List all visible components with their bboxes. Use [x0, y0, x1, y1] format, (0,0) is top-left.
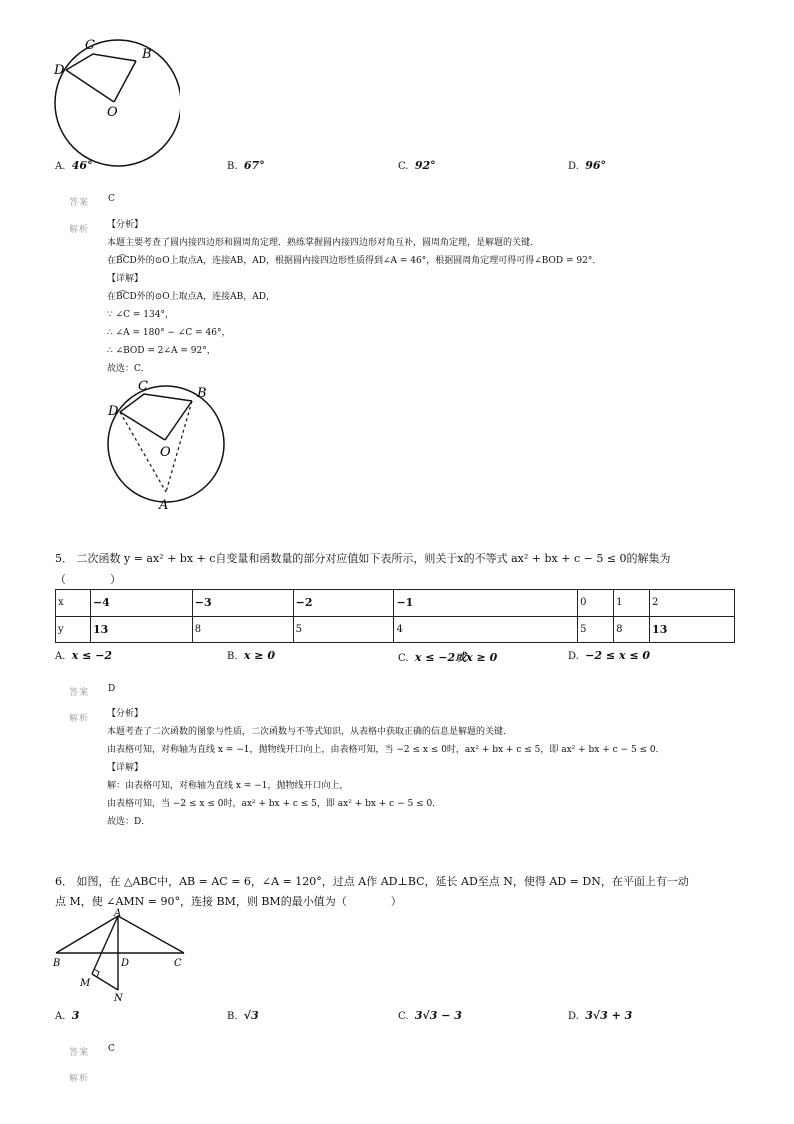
table-cell: 13 — [650, 616, 735, 643]
analysis-line: 在B͡CD外的⊙O上取点A，连接AB，AD，根据圆内接四边形性质得到∠A = 46°，根据圆周角定理可得可得∠BOD = 92°． — [107, 256, 602, 266]
label-c: C — [174, 958, 182, 969]
option-a[interactable] — [55, 1009, 79, 1022]
table-cell: 8 — [614, 616, 650, 643]
option-value: 92° — [414, 159, 436, 172]
analysis-line: 本题考查了二次函数的图象与性质，二次函数与不等式知识，从表格中获取正确的信息是解题的关键． — [107, 727, 513, 737]
analysis-label: 解析 — [69, 1074, 90, 1084]
analysis-line: 【分析】 — [107, 709, 144, 719]
segment-od — [120, 412, 165, 440]
option-letter: A. — [55, 651, 66, 662]
option-letter: A. — [55, 1011, 66, 1022]
option-d[interactable] — [568, 649, 650, 662]
value-table — [55, 589, 735, 643]
analysis-line: 【分析】 — [107, 220, 144, 230]
quadrilateral-dcb — [120, 394, 192, 412]
circle-outline — [55, 40, 180, 166]
analysis-line: 故选：C． — [107, 364, 150, 374]
option-value: 96° — [585, 159, 607, 172]
option-value: x ≤ −2或x ≥ 0 — [414, 651, 498, 664]
option-value: 67° — [243, 159, 265, 172]
option-b[interactable] — [227, 649, 275, 662]
analysis-line: 由表格可知，当 −2 ≤ x ≤ 0时，ax² + bx + c ≤ 5，即 ax² + bx + c − 5 ≤ 0． — [107, 799, 442, 809]
label-a: A — [159, 498, 169, 513]
triangle-figure — [48, 908, 198, 1008]
table-cell: 5 — [293, 616, 394, 643]
segment-ab — [56, 916, 118, 953]
table-cell: −1 — [394, 590, 578, 617]
answer-label: 答案 — [69, 198, 90, 208]
option-letter: C. — [398, 653, 409, 664]
circle-outline — [108, 386, 224, 502]
circle-figure-with-a — [100, 372, 230, 514]
analysis-line: ∴ ∠A = 180° − ∠C = 46°， — [107, 328, 231, 338]
table-cell: −4 — [90, 590, 192, 617]
table-cell: 8 — [192, 616, 293, 643]
segment-ob — [114, 61, 136, 102]
option-value: 46° — [71, 159, 93, 172]
table-cell: 13 — [90, 616, 192, 643]
option-b[interactable] — [227, 1009, 259, 1022]
label-n: N — [114, 993, 123, 1004]
circle-figure-top — [40, 30, 180, 170]
analysis-line: 本题主要考查了圆内接四边形和圆周角定理．熟练掌握圆内接四边形对角互补，圆周角定理，是解题的关键． — [107, 238, 540, 248]
label-o: O — [160, 445, 171, 460]
label-b: B — [142, 47, 152, 62]
option-letter: D. — [568, 1011, 579, 1022]
option-letter: B. — [227, 1011, 238, 1022]
analysis-line: ∴ ∠BOD = 2∠A = 92°， — [107, 346, 216, 356]
option-a[interactable] — [55, 159, 93, 172]
analysis-line: 故选：D． — [107, 817, 151, 827]
analysis-line: 【详解】 — [107, 274, 144, 284]
answer-value: C — [108, 194, 115, 204]
option-letter: C. — [398, 1011, 409, 1022]
segment-am — [92, 916, 118, 974]
label-a: A — [114, 908, 122, 919]
option-b[interactable] — [227, 159, 265, 172]
analysis-line: 由表格可知，对称轴为直线 x = −1，抛物线开口向上，由表格可知，当 −2 ≤ x ≤ 0时，ax² + bx + c ≤ 5，即 ax² + bx + c − 5 ≤ 0． — [107, 745, 665, 755]
table-cell: 2 — [650, 590, 735, 617]
segment-ob — [165, 401, 192, 440]
answer-value: D — [108, 684, 116, 694]
segment-od — [66, 70, 114, 102]
label-c: C — [138, 379, 148, 394]
option-d[interactable] — [568, 159, 606, 172]
table-row — [56, 590, 735, 617]
option-a[interactable] — [55, 649, 112, 662]
option-c[interactable] — [398, 159, 436, 172]
label-d: D — [121, 958, 130, 969]
option-value: −2 ≤ x ≤ 0 — [585, 649, 651, 662]
label-d: D — [54, 63, 65, 78]
question-6-stem-cont: 点 M，使 ∠AMN = 90°，连接 BM，则 BM的最小值为（ ） — [55, 895, 402, 908]
label-b: B — [197, 386, 207, 401]
answer-label: 答案 — [69, 688, 90, 698]
option-letter: D. — [568, 161, 579, 172]
label-b: B — [53, 958, 61, 969]
option-value: x ≥ 0 — [243, 649, 275, 662]
table-cell: −3 — [192, 590, 293, 617]
question-6-stem — [55, 873, 689, 889]
option-c[interactable] — [398, 1009, 462, 1022]
analysis-label: 解析 — [69, 225, 90, 235]
table-cell: y — [56, 616, 91, 643]
option-c[interactable] — [398, 649, 497, 665]
table-cell: 5 — [578, 616, 614, 643]
segment-ac — [118, 916, 184, 953]
option-letter: A. — [55, 161, 66, 172]
option-value: x ≤ −2 — [71, 649, 113, 662]
question-number: 6． — [55, 875, 73, 888]
answer-value: C — [108, 1044, 115, 1054]
question-text: 二次函数 y = ax² + bx + c自变量和函数量的部分对应值如下表所示，则关于x的不等式 ax² + bx + c − 5 ≤ 0的解集为 — [76, 552, 671, 565]
table-row — [56, 616, 735, 643]
table-cell: −2 — [293, 590, 394, 617]
table-cell: x — [56, 590, 91, 617]
option-value: 3√3 − 3 — [414, 1009, 462, 1022]
option-value: 3√3 + 3 — [585, 1009, 633, 1022]
analysis-line: ∵ ∠C = 134°， — [107, 310, 174, 320]
option-d[interactable] — [568, 1009, 632, 1022]
option-value: √3 — [243, 1009, 259, 1022]
label-m: M — [80, 978, 91, 989]
label-o: O — [107, 105, 118, 120]
option-letter: B. — [227, 161, 238, 172]
analysis-line: 解：由表格可知，对称轴为直线 x = −1，抛物线开口向上， — [107, 781, 349, 791]
table-cell: 0 — [578, 590, 614, 617]
option-value: 3 — [71, 1009, 80, 1022]
question-5-stem — [55, 550, 671, 566]
question-number: 5． — [55, 552, 73, 565]
option-letter: B. — [227, 651, 238, 662]
option-letter: C. — [398, 161, 409, 172]
answer-label: 答案 — [69, 1048, 90, 1058]
segment-mn — [92, 974, 118, 990]
table-cell: 1 — [614, 590, 650, 617]
analysis-line: 【详解】 — [107, 763, 144, 773]
question-text: 如图，在 △ABC中，AB = AC = 6，∠A = 120°，过点 A作 AD⊥BC，延长 AD至点 N，使得 AD = DN，在平面上有一动 — [76, 875, 689, 888]
analysis-label: 解析 — [69, 714, 90, 724]
option-letter: D. — [568, 651, 579, 662]
analysis-line: 在B͡CD外的⊙O上取点A，连接AB，AD， — [107, 292, 275, 302]
table-cell: 4 — [394, 616, 578, 643]
question-5-paren: （ ） — [55, 573, 121, 586]
label-d: D — [108, 404, 119, 419]
label-c: C — [85, 38, 95, 53]
